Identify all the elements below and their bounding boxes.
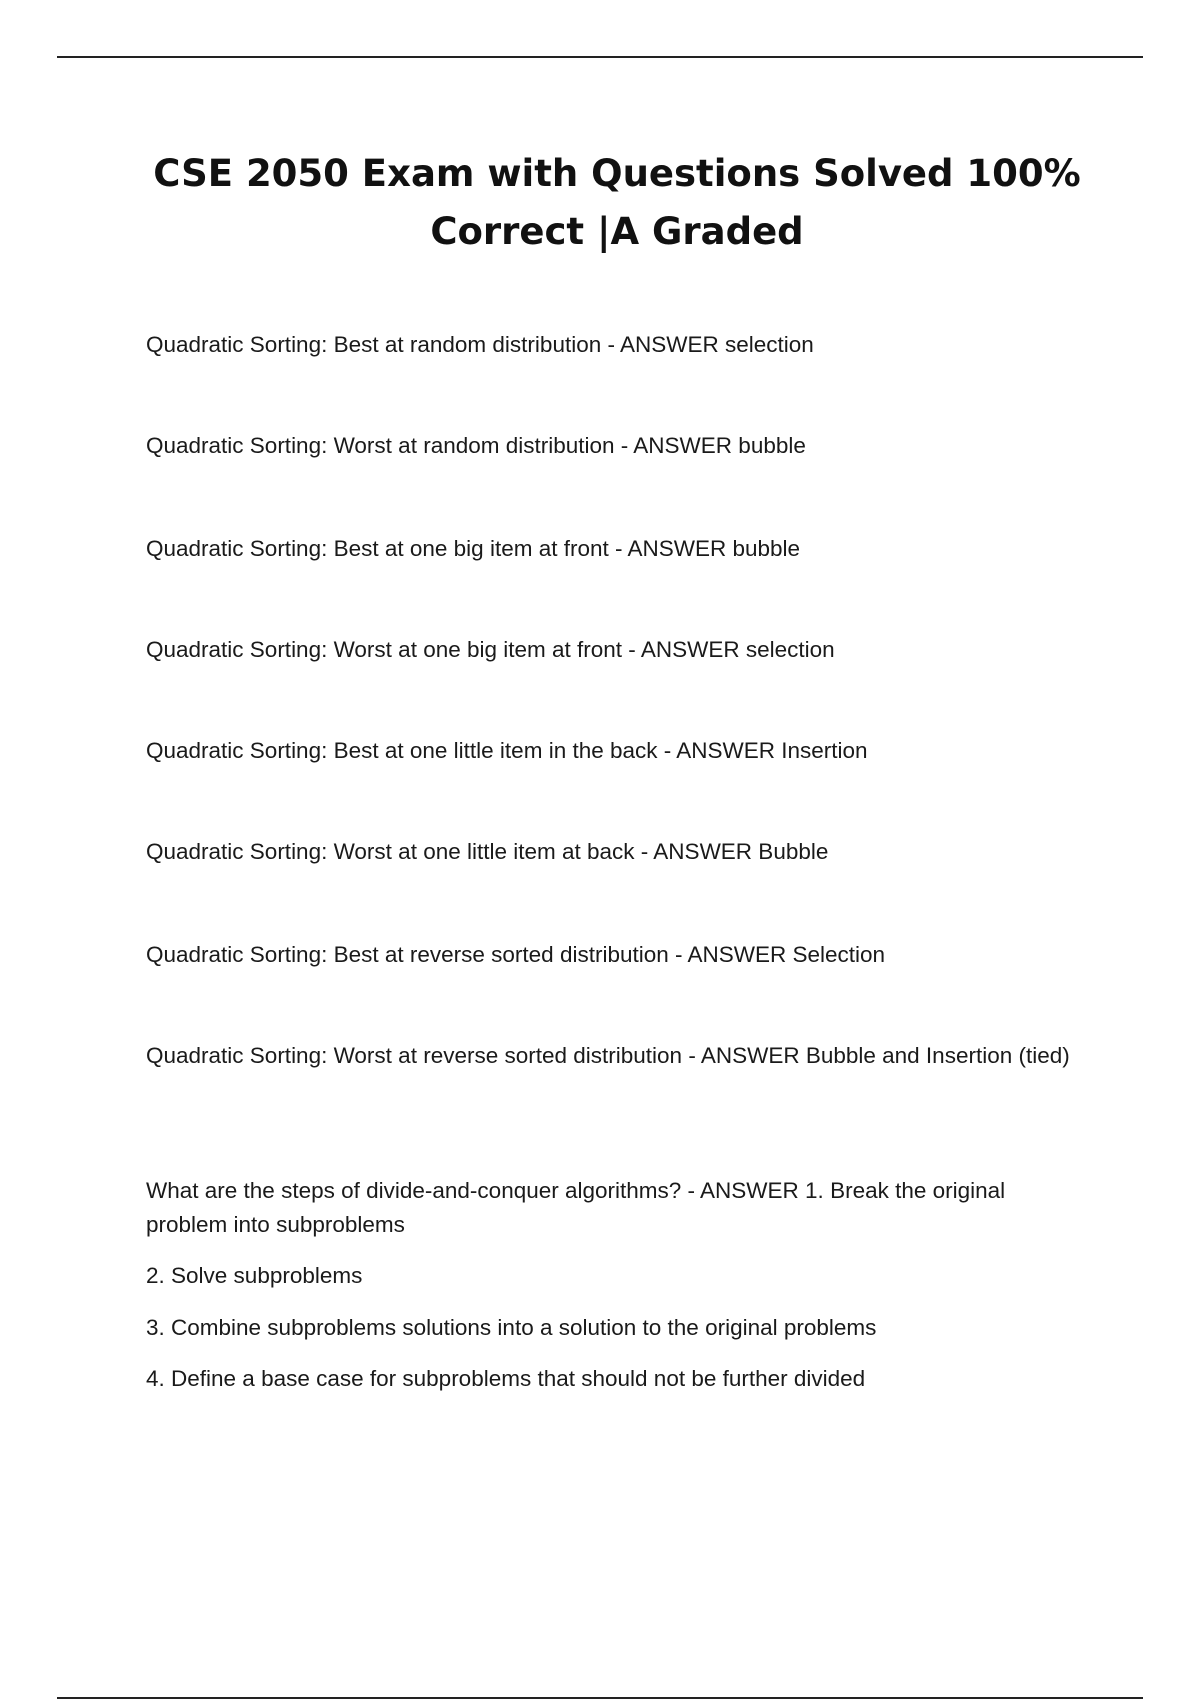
- qa-item-7: Quadratic Sorting: Best at reverse sorted distribution - ANSWER Selection: [146, 942, 886, 967]
- step-item-3: 3. Combine subproblems solutions into a solution to the original problems: [146, 1315, 877, 1340]
- step-item-4: 4. Define a base case for subproblems that should not be further divided: [146, 1366, 866, 1391]
- document-title: CSE 2050 Exam with Questions Solved 100% Correct |A Graded: [153, 152, 1081, 253]
- qa-item-9: What are the steps of divide-and-conquer algorithms? - ANSWER 1. Break the original problem into subproblems: [146, 1178, 1006, 1237]
- top-rule: [57, 56, 1143, 58]
- qa-item-5: Quadratic Sorting: Best at one little item in the back - ANSWER Insertion: [146, 738, 868, 763]
- qa-item-1: Quadratic Sorting: Best at random distribution - ANSWER selection: [146, 332, 814, 357]
- qa-item-6: Quadratic Sorting: Worst at one little item at back - ANSWER Bubble: [146, 839, 829, 864]
- bottom-rule: [57, 1697, 1143, 1699]
- qa-item-4: Quadratic Sorting: Worst at one big item at front - ANSWER selection: [146, 637, 835, 662]
- step-item-2: 2. Solve subproblems: [146, 1263, 363, 1288]
- qa-item-3: Quadratic Sorting: Best at one big item at front - ANSWER bubble: [146, 536, 801, 561]
- qa-item-2: Quadratic Sorting: Worst at random distribution - ANSWER bubble: [146, 433, 806, 458]
- qa-item-8: Quadratic Sorting: Worst at reverse sorted distribution - ANSWER Bubble and Insertion (tied): [146, 1043, 1070, 1068]
